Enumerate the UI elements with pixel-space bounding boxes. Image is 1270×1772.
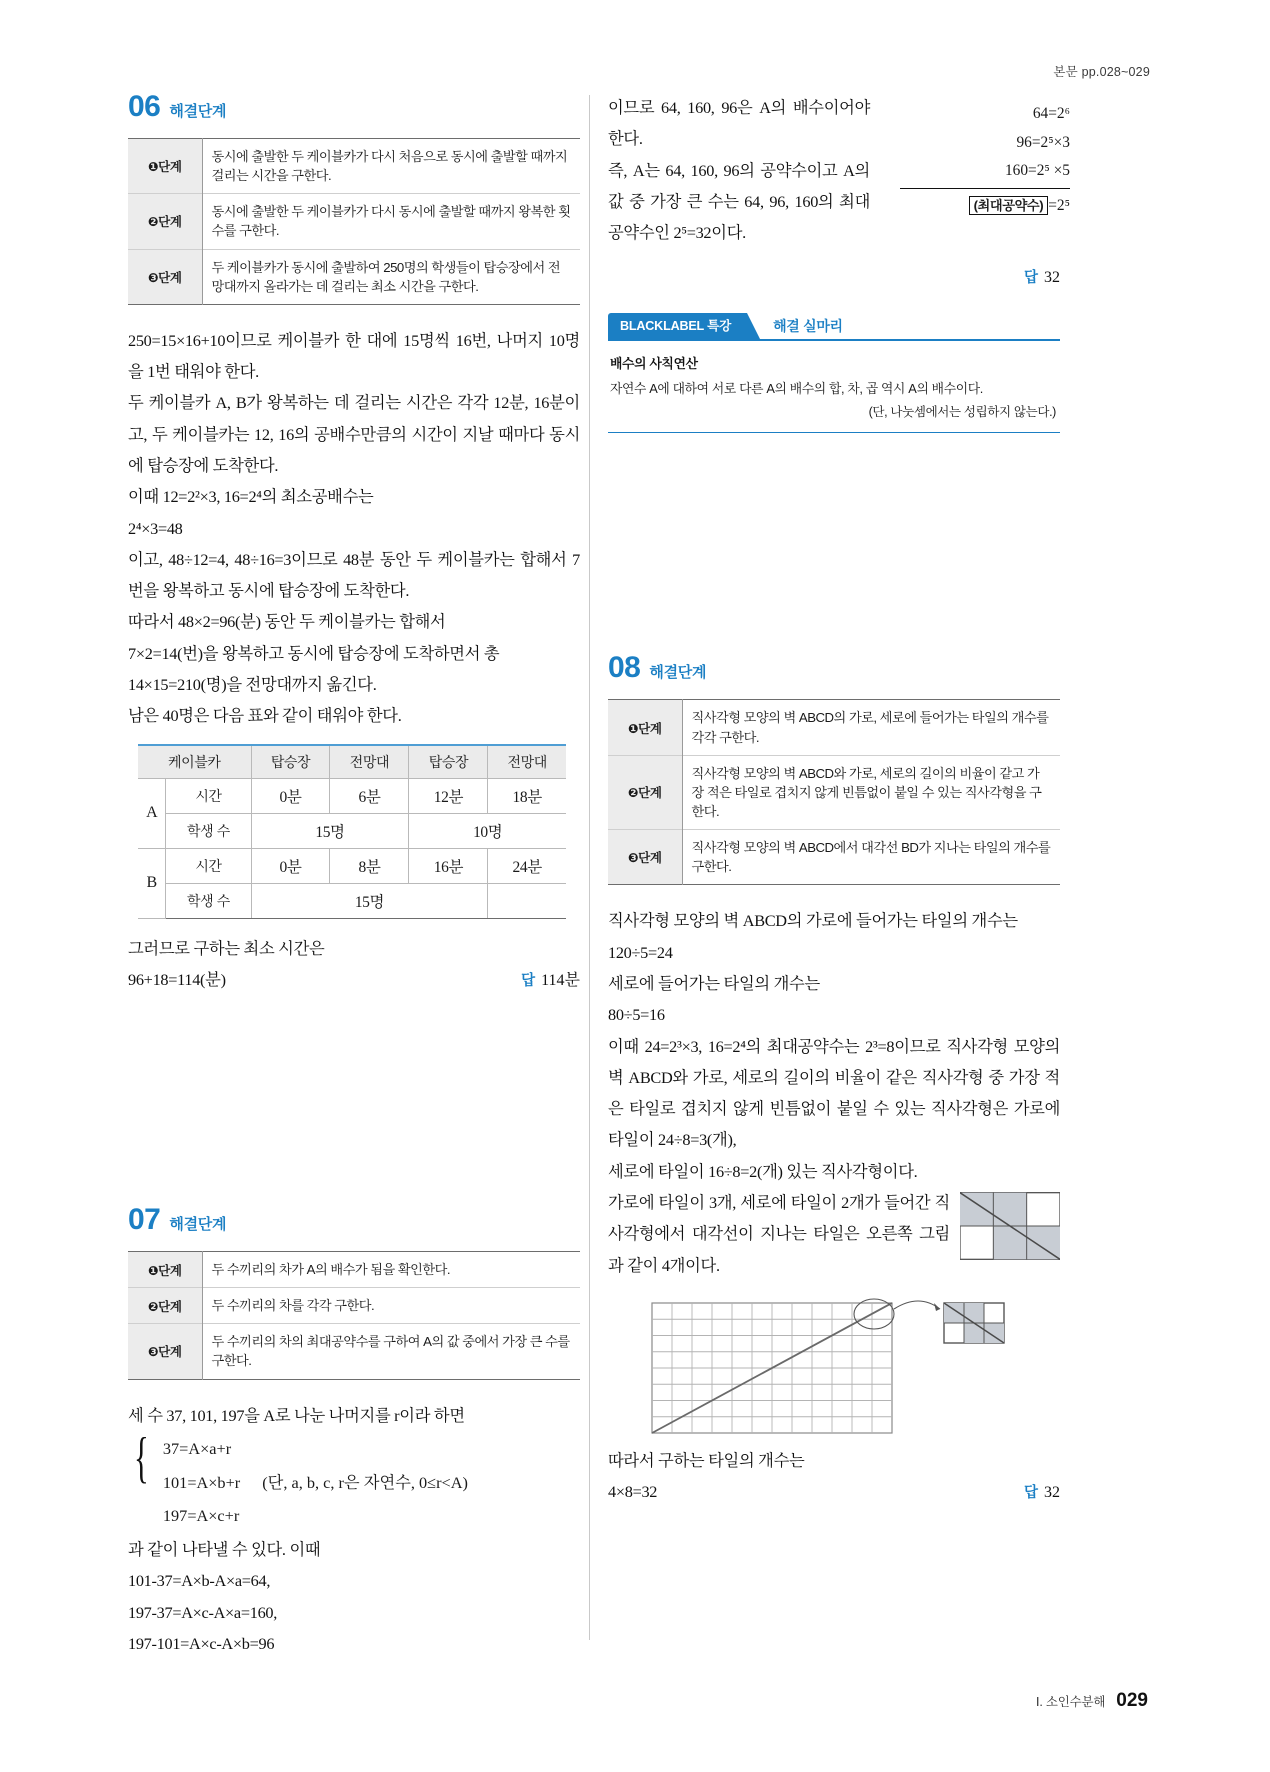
solution-line: 250=15×16+10이므로 케이블카 한 대에 15명씩 16번, 나머지 10명을 1번 태워야 한다. [128, 330, 580, 382]
section-06 [128, 92, 580, 995]
blacklabel-feature-box [608, 313, 1060, 433]
step-key: ❷단계 [128, 1288, 202, 1324]
solution-line: 96+18=114(분) [128, 969, 226, 989]
gcd-value: =2⁵ [1048, 196, 1070, 214]
cell-time: 0분 [251, 848, 330, 883]
answer-row-07 [608, 266, 1060, 287]
answer-value: 32 [1044, 1484, 1060, 1502]
system-equation: 37=A×a+r [162, 1438, 232, 1458]
cell-time: 18분 [488, 778, 566, 813]
step-text: 두 수끼리의 차가 A의 배수가 됨을 확인한다. [211, 1262, 451, 1278]
chapter-title: Ⅰ. 소인수분해 [1035, 1695, 1106, 1709]
step-key: ❸단계 [128, 249, 202, 304]
table-row [128, 194, 580, 249]
cell-students: 10명 [409, 813, 566, 848]
section-07-number: 07 [128, 1203, 161, 1237]
system-note: (단, a, b, c, r은 자연수, 0≤r<A) [262, 1472, 468, 1492]
factorization-line: 64=2⁶ [1032, 105, 1070, 122]
solution-equation: 197-37=A×c-A×a=160, [128, 1602, 278, 1622]
solution-line: 2⁴×3=48 [128, 518, 183, 538]
table-row [138, 848, 566, 883]
blacklabel-body [608, 341, 1060, 431]
section-07-continued [608, 92, 870, 248]
blacklabel-tab-secondary: 해결 실마리 [773, 318, 843, 335]
system-equation: 197=A×c+r [162, 1506, 240, 1526]
cell-time: 0분 [251, 778, 330, 813]
solution-line: 이때 12=2²×3, 16=2⁴의 최소공배수는 [128, 487, 374, 507]
solution-line: 세로에 들어가는 타일의 개수는 [608, 974, 820, 994]
row-label: 시간 [166, 778, 251, 813]
step-key: ❸단계 [608, 830, 682, 885]
step-text: 동시에 출발한 두 케이블카가 다시 처음으로 동시에 출발할 때까지 걸리는 시간을 구한다. [211, 149, 568, 184]
step-text: 두 수끼리의 차의 최대공약수를 구하여 A의 값 중에서 가장 큰 수를 구한다. [202, 1324, 580, 1379]
column-header: 탑승장 [251, 745, 330, 779]
blacklabel-title: 배수의 사칙연산 [610, 356, 698, 372]
answer-value: 114분 [541, 971, 580, 989]
step-text: 직사각형 모양의 벽 ABCD의 가로, 세로에 들어가는 타일의 개수를 각각 구한다. [691, 710, 1049, 745]
column-header: 전망대 [330, 745, 409, 779]
equation-system [134, 1426, 580, 1532]
step-key: ❷단계 [608, 755, 682, 829]
blacklabel-note: (단, 나눗셈에서는 성립하지 않는다.) [868, 404, 1056, 419]
solution-line: 이때 24=2³×3, 16=2⁴의 최대공약수는 2³=8이므로 직사각형 모양의 벽 ABCD와 가로, 세로의 길이의 비율이 같은 직사각형 중 가장 적은 타일로 겹치지 않게 빈틈없이 붙일 수 있는 직사각형은 가로에 타일이 24÷8=3(개), [608, 1036, 1060, 1150]
table-header-row [138, 745, 566, 779]
answer-label: 답 [1023, 270, 1038, 287]
section-06-heading [128, 92, 580, 122]
cell-time: 24분 [488, 848, 566, 883]
solution-line: 4×8=32 [608, 1482, 658, 1502]
cell-time: 8분 [330, 848, 409, 883]
table-row [608, 755, 1060, 829]
factorization-line: 96=2⁵×3 [1016, 133, 1070, 151]
section-08-steps-table [608, 699, 1060, 885]
brace-glyph: { [134, 1426, 149, 1489]
table-row [128, 1288, 580, 1324]
step-key: ❷단계 [128, 194, 202, 249]
answer-label: 답 [1023, 1485, 1038, 1502]
cablecar-name: B [138, 848, 166, 918]
solution-equation: 197-101=A×c-A×b=96 [128, 1634, 275, 1654]
small-tile-diagram [960, 1191, 1060, 1261]
cablecar-name: A [138, 778, 166, 848]
table-row [138, 813, 566, 848]
blacklabel-bottom-rule [608, 432, 1060, 434]
solution-line: 두 케이블카 A, B가 왕복하는 데 걸리는 시간은 각각 12분, 16분이고, 두 케이블카는 12, 16의 공배수만큼의 시간이 지날 때마다 동시에 탑승장에 도착한다. [128, 393, 580, 475]
section-07 [128, 1205, 580, 1659]
solution-line: 남은 40명은 다음 표와 같이 태워야 한다. [128, 706, 402, 726]
factorization-gcd-row [900, 188, 1070, 221]
table-row [138, 883, 566, 918]
cell-time: 16분 [409, 848, 488, 883]
answer-row-06 [521, 967, 580, 990]
answer-row-08 [1024, 1481, 1060, 1502]
step-key: ❶단계 [128, 1252, 202, 1288]
cell-time: 6분 [330, 778, 409, 813]
cell-students: 15명 [251, 883, 488, 918]
cell-students-empty [488, 883, 566, 918]
cablecar-schedule-table [138, 744, 566, 919]
row-label: 학생 수 [166, 883, 251, 918]
section-06-steps-table [128, 138, 580, 305]
cell-time: 12분 [409, 778, 488, 813]
gcd-label: (최대공약수) [969, 196, 1049, 216]
table-row [608, 830, 1060, 885]
step-text: 직사각형 모양의 벽 ABCD와 가로, 세로의 길이의 비율이 같고 가장 적은 타일로 겹치지 않게 빈틈없이 붙일 수 있는 직사각형을 구한다. [682, 755, 1060, 829]
solution-line: 가로에 타일이 3개, 세로에 타일이 2개가 들어간 직사각형에서 대각선이 지나는 타일은 오른쪽 그림과 같이 4개이다. [608, 1192, 950, 1275]
step-key: ❸단계 [128, 1324, 202, 1379]
solution-line: 따라서 48×2=96(분) 동안 두 케이블카는 합해서 [128, 612, 446, 632]
solution-line: 직사각형 모양의 벽 ABCD의 가로에 들어가는 타일의 개수는 [608, 911, 1018, 931]
solution-line: 120÷5=24 [608, 942, 673, 962]
section-08-heading [608, 653, 1060, 683]
section-08-number: 08 [608, 651, 641, 685]
factorization-line: 160=2⁵ ×5 [1004, 162, 1070, 179]
section-06-number: 06 [128, 90, 161, 123]
row-label: 학생 수 [166, 813, 251, 848]
system-equation: 101=A×b+r [162, 1472, 241, 1492]
column-header: 케이블카 [138, 745, 251, 779]
solution-line: 14×15=210(명)을 전망대까지 옮긴다. [128, 674, 377, 694]
solution-line: 즉, A는 64, 160, 96의 공약수이고 A의 값 중 가장 큰 수는 64, 96, 160의 최대공약수인 2⁵=32이다. [608, 160, 870, 243]
section-08 [608, 653, 1060, 1507]
cell-students: 15명 [251, 813, 409, 848]
step-key: ❶단계 [128, 139, 202, 194]
solution-line: 세로에 타일이 16÷8=2(개) 있는 직사각형이다. [608, 1161, 918, 1181]
section-07-heading [128, 1205, 580, 1235]
left-column [128, 92, 580, 1659]
column-header: 탑승장 [409, 745, 488, 779]
table-row [128, 1324, 580, 1379]
factorization-block [900, 100, 1070, 220]
answer-value: 32 [1044, 269, 1060, 287]
solution-line: 7×2=14(번)을 왕복하고 동시에 탑승장에 도착하면서 총 [128, 643, 500, 663]
page-footer [1036, 1690, 1148, 1712]
table-row [138, 778, 566, 813]
right-column [608, 92, 1060, 1507]
row-label: 시간 [166, 848, 251, 883]
step-key: ❶단계 [608, 700, 682, 755]
table-row [128, 139, 580, 194]
step-text: 두 수끼리의 차를 각각 구한다. [202, 1288, 580, 1324]
solution-line: 이고, 48÷12=4, 48÷16=3이므로 48분 동안 두 케이블카는 합해서 7번을 왕복하고 동시에 탑승장에 도착한다. [128, 549, 580, 601]
section-07-steps-table [128, 1251, 580, 1380]
solution-line: 과 같이 나타낼 수 있다. 이때 [128, 1540, 321, 1560]
table-row [128, 1252, 580, 1288]
answer-label: 답 [521, 972, 536, 989]
solution-line: 80÷5=16 [608, 1005, 665, 1025]
section-08-label: 해결단계 [649, 664, 707, 682]
table-row [128, 249, 580, 304]
page-reference: 본문 pp.028~029 [1053, 65, 1150, 79]
solution-line: 세 수 37, 101, 197을 A로 나눈 나머지를 r이라 하면 [128, 1405, 465, 1425]
blacklabel-tab-primary: BLACKLABEL 특강 [608, 313, 747, 339]
big-grid-figure [608, 1295, 1060, 1445]
column-header: 전망대 [488, 745, 566, 779]
solution-equation: 101-37=A×b-A×a=64, [128, 1571, 271, 1591]
step-text: 동시에 출발한 두 케이블카가 다시 동시에 출발할 때까지 왕복한 횟수를 구한다. [202, 194, 580, 249]
page-number: 029 [1116, 1690, 1148, 1711]
solution-line: 따라서 구하는 타일의 개수는 [608, 1450, 805, 1470]
section-06-label: 해결단계 [169, 103, 227, 120]
diagonal-tiles-diagram [644, 1295, 1024, 1445]
blacklabel-tabs [608, 313, 1060, 339]
table-row [608, 700, 1060, 755]
solution-line: 이므로 64, 160, 96은 A의 배수이어야 한다. [608, 98, 870, 149]
column-divider [589, 95, 590, 1640]
step-text: 직사각형 모양의 벽 ABCD에서 대각선 BD가 지나는 타일의 개수를 구한다. [682, 830, 1060, 885]
step-text: 두 케이블카가 동시에 출발하여 250명의 학생들이 탑승장에서 전망대까지 올라가는 데 걸리는 최소 시간을 구한다. [202, 249, 580, 304]
section-07-label: 해결단계 [169, 1216, 227, 1234]
blacklabel-text: 자연수 A에 대하여 서로 다른 A의 배수의 합, 차, 곱 역시 A의 배수이다. [610, 381, 983, 397]
solution-line: 그러므로 구하는 최소 시간은 [128, 938, 325, 958]
